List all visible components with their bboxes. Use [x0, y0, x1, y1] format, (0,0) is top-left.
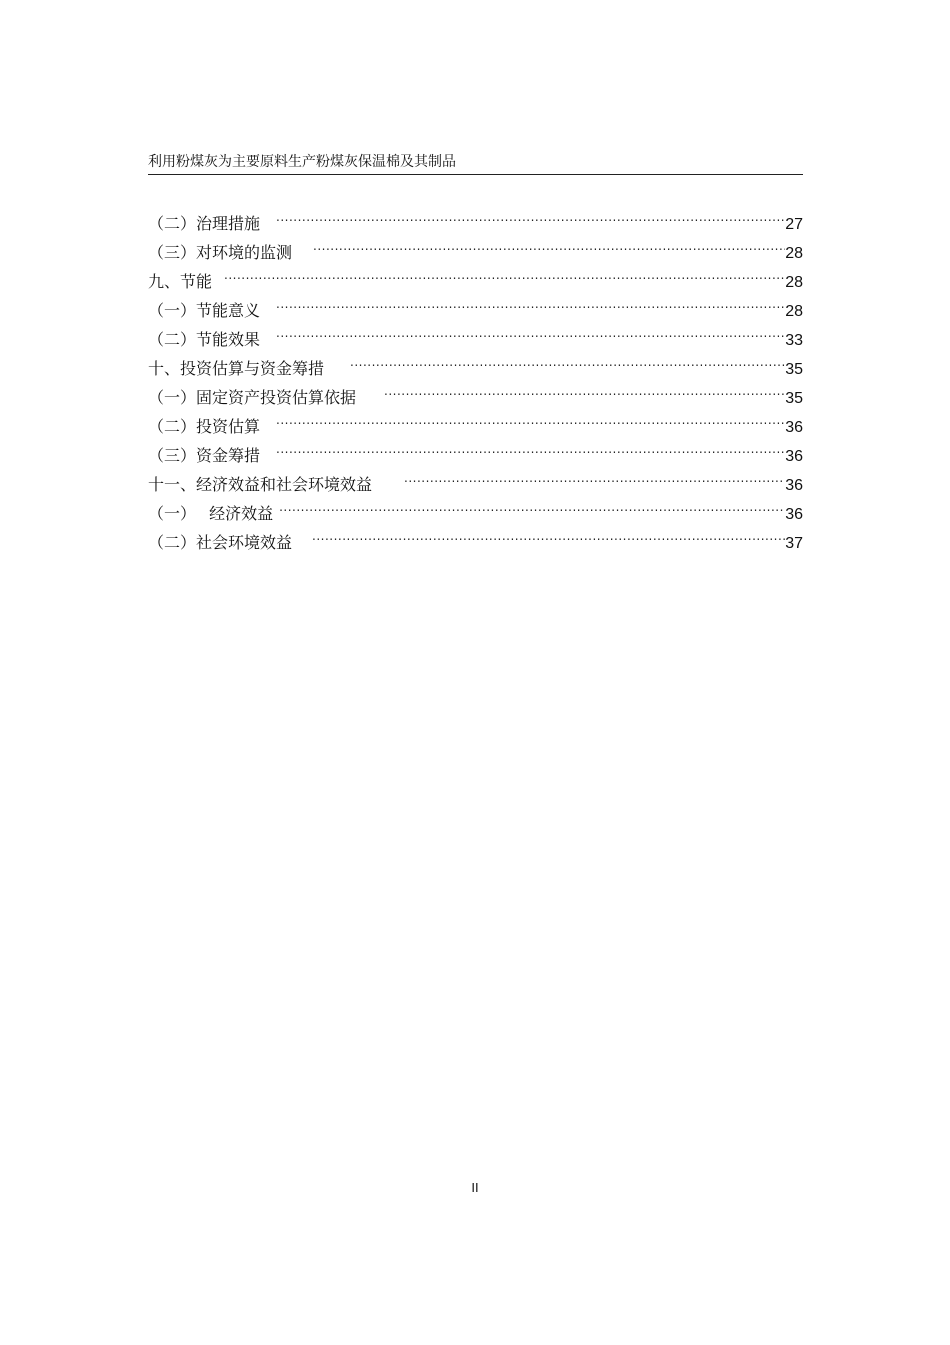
toc-entry-page: 36	[785, 448, 803, 465]
table-of-contents	[148, 200, 803, 552]
toc-entry-label: （二）投资估算	[148, 417, 261, 436]
toc-entry-page: 36	[785, 419, 803, 436]
dot-leader	[276, 432, 785, 461]
dot-leader	[279, 490, 785, 519]
toc-entry[interactable]	[148, 258, 803, 291]
toc-entry-label: （二）节能效果	[148, 330, 261, 349]
toc-entry-page: 35	[785, 390, 803, 407]
dot-leader	[224, 258, 785, 287]
dot-leader	[350, 345, 785, 374]
toc-entry[interactable]	[148, 287, 803, 320]
document-title: 利用粉煤灰为主要原料生产粉煤灰保温棉及其制品	[148, 154, 456, 170]
toc-entry-label: （三）资金筹措	[148, 446, 261, 465]
toc-entry-label: （一）节能意义	[148, 301, 261, 320]
toc-entry-page: 28	[785, 245, 803, 262]
toc-entry-label: （一） 经济效益	[148, 504, 274, 523]
toc-entry-page: 28	[785, 303, 803, 320]
dot-leader	[276, 287, 785, 316]
toc-entry-page: 36	[785, 477, 803, 494]
toc-entry-label: 十、投资估算与资金筹措	[148, 359, 325, 378]
toc-entry-label: （三）对环境的监测	[148, 243, 293, 262]
toc-entry-page: 33	[785, 332, 803, 349]
dot-leader	[313, 229, 785, 258]
toc-entry-label: （二）社会环境效益	[148, 533, 293, 552]
toc-entry-label: 十一、经济效益和社会环境效益	[148, 475, 373, 494]
toc-entry-label: 九、节能	[148, 272, 213, 291]
toc-entry-label: （二）治理措施	[148, 214, 261, 233]
toc-entry-page: 36	[785, 506, 803, 523]
page-number: II	[471, 1180, 479, 1195]
dot-leader	[276, 316, 785, 345]
dot-leader	[312, 519, 785, 548]
dot-leader	[404, 461, 785, 490]
toc-entry-page: 35	[785, 361, 803, 378]
dot-leader	[384, 374, 785, 403]
toc-entry-page: 37	[785, 535, 803, 552]
running-header	[148, 152, 803, 175]
toc-entry-page: 27	[785, 216, 803, 233]
toc-entry-label: （一）固定资产投资估算依据	[148, 388, 357, 407]
dot-leader	[276, 403, 785, 432]
toc-entry[interactable]	[148, 200, 803, 233]
toc-entry-page: 28	[785, 274, 803, 291]
dot-leader	[276, 200, 785, 229]
